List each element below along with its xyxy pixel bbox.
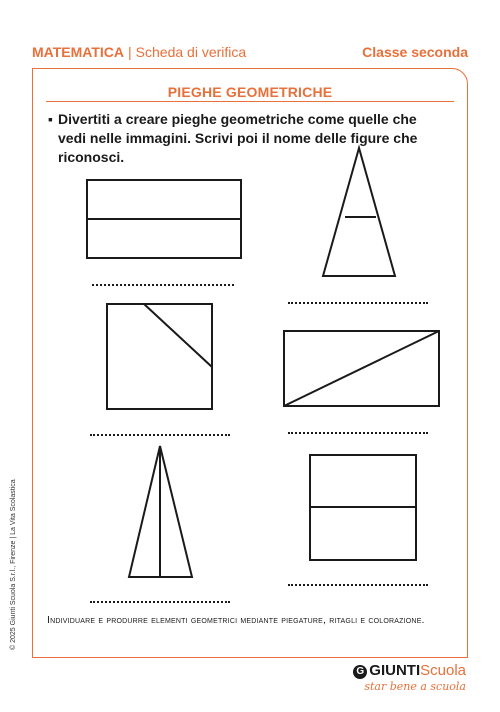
answer-line-4[interactable] <box>288 432 428 434</box>
answer-line-6[interactable] <box>288 584 428 586</box>
grade-label: Classe seconda <box>362 44 468 60</box>
answer-line-1[interactable] <box>92 284 234 286</box>
logo-accent-text: Scuola <box>420 662 466 679</box>
worksheet-title: PIEGHE GEOMETRICHE <box>167 84 333 100</box>
sheet-type-label: Scheda di verifica <box>135 44 247 60</box>
figure-rectangle-diagonal-fold <box>284 331 439 406</box>
copyright-notice: © 2025 Giunti Scuola S.r.l., Firenze | La Vita Scolastica <box>10 479 17 650</box>
figure-triangle-vertical-fold <box>129 446 192 577</box>
figure-rectangle-middle-fold <box>310 455 416 560</box>
figure-triangle-horizontal-fold <box>323 148 395 276</box>
instruction-text: Divertiti a creare pieghe geometriche come quelle che vedi nelle immagini. Scrivi poi il nome delle figure che riconosci. <box>58 111 418 165</box>
figure-square-corner-fold <box>107 304 212 409</box>
publisher-logo <box>353 662 466 693</box>
answer-line-5[interactable] <box>90 601 230 603</box>
subject-label: MATEMATICA <box>32 44 125 60</box>
learning-objective: Individuare e produrre elementi geometrici mediante piegature, ritagli e colorazione. <box>47 614 425 626</box>
answer-line-3[interactable] <box>90 434 230 436</box>
giunti-logo-icon: G <box>353 665 367 679</box>
header-separator: | <box>128 44 132 60</box>
logo-tagline: star bene a scuola <box>364 680 466 693</box>
bullet-icon: ▪ <box>48 111 53 127</box>
answer-line-2[interactable] <box>288 302 428 304</box>
figure-rectangle-horizontal-fold <box>87 180 241 258</box>
logo-main-text: GIUNTI <box>369 662 421 679</box>
